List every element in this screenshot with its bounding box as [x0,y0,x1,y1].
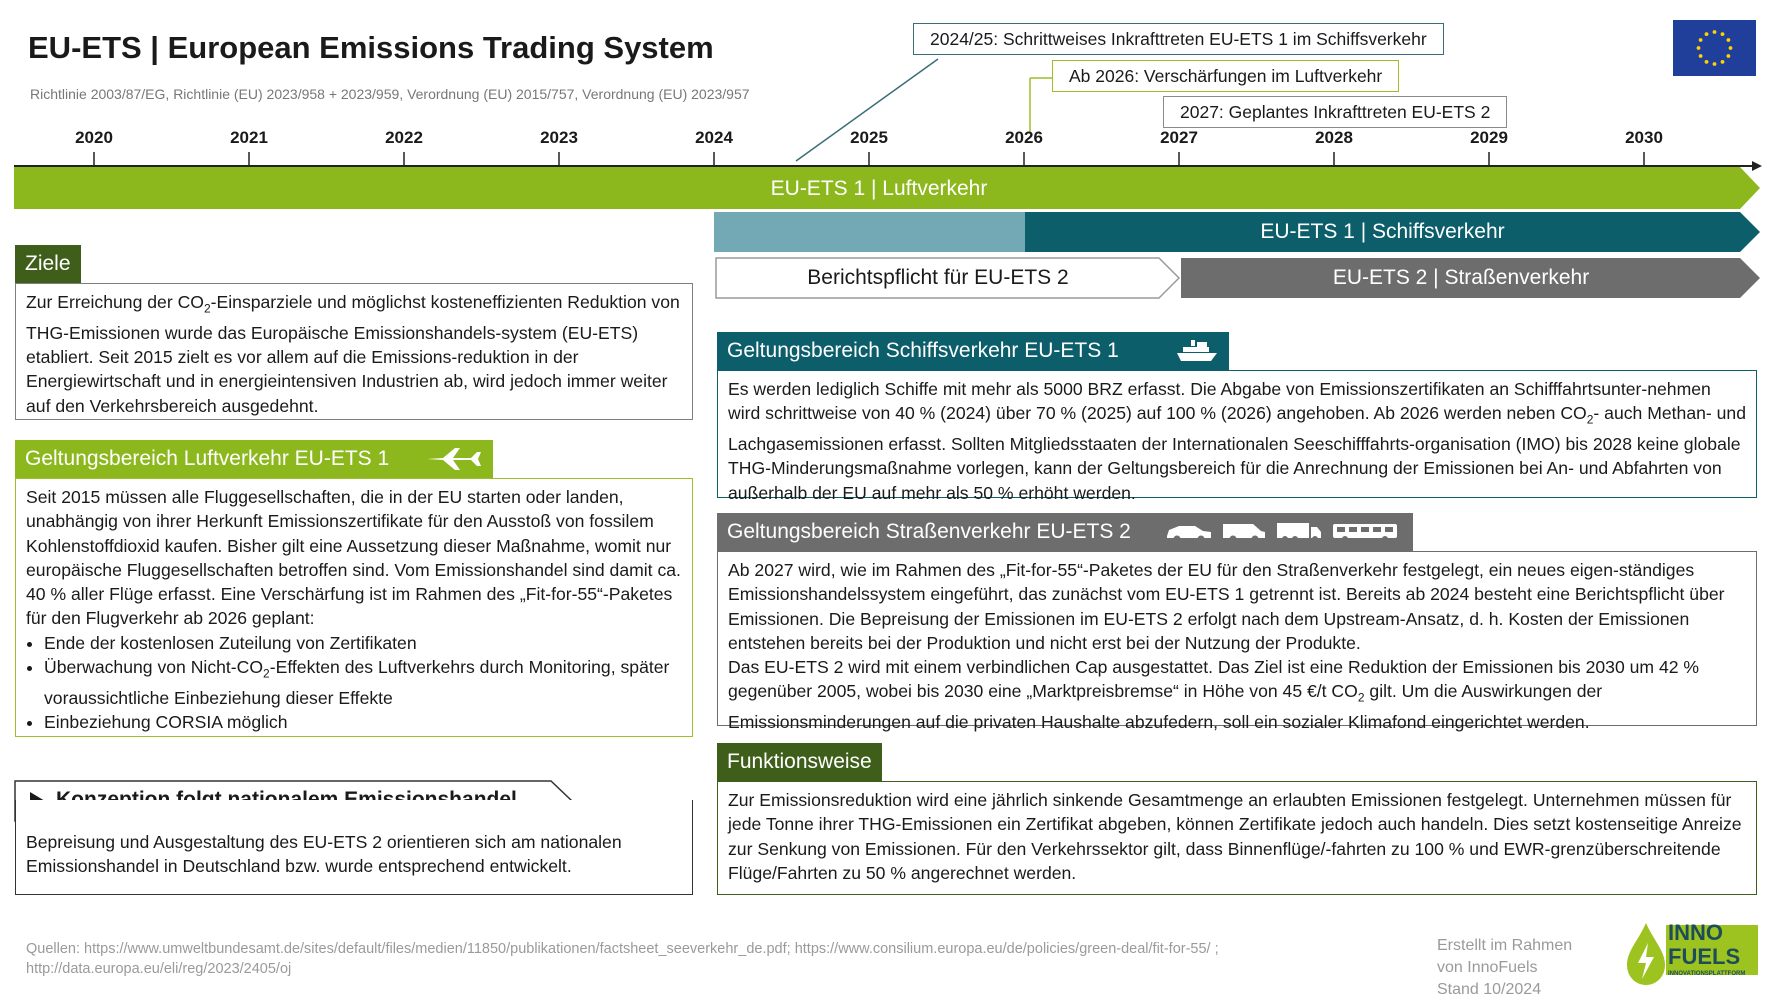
car-icon [1167,526,1211,543]
schiffsverkehr-box [717,370,1757,503]
year-label-2029: 2029 [1470,128,1508,147]
band-strassenverkehr-label: EU-ETS 2 | Straßenverkehr [1332,266,1590,289]
funktionsweise-box [717,781,1757,895]
van-icon [1223,524,1265,543]
strassenverkehr-header [717,513,1413,551]
luftverkehr-bullet-1: • Ende der kostenlosen Zuteilung von Zertifikaten [44,631,682,655]
year-label-2021: 2021 [230,128,268,147]
strassenverkehr-text-1: Ab 2027 wird, wie im Rahmen des „Fit-for-55“-Paketes der EU für den Straßenverkehr festgelegt, ein neues eigen-ständiges Emissionshandelssystem eingeführt, das zunächst vom EU-ETS 1 getrennt ist. Bereits ab 2024 besteht eine Berichtspflicht über Emissionen. Die Bepreisung der Emissionen im EU-ETS 2 erfolgt nach dem Upstream-Ansatz, d. h. Kosten der Emissionen entstehen bereits bei der Produktion und nicht erst bei der Nutzung der Produkte. [728,560,1725,653]
year-label-2027: 2027 [1160,128,1198,147]
logo-text-fuels: FUELS [1668,944,1741,969]
year-label-2020: 2020 [75,128,113,147]
ziele-text: Zur Erreichung der $CO_2$-Einsparziele und möglichst kosteneffizienten Reduktion von THG-Emissionen wurde das Europäische Emissionshandels-system (EU-ETS) etabliert. Seit 2015 zielt es vor allem auf die Emissions-reduktion in der Energiewirtschaft und in energieintensiven Industrien ab, wird jedoch immer weiter auf den Verkehrsbereich ausgedehnt. [26,292,680,416]
airplane-icon [425,446,485,472]
truck-icon [1277,523,1321,542]
luftverkehr-box [15,478,693,737]
luftverkehr-text: Seit 2015 müssen alle Fluggesellschaften, die in der EU starten oder landen, unabhängig von ihrer Herkunft Emissionszertifikate für den Ausstoß von fossilem Kohlenstoffdioxid kaufen. Bisher gilt eine Aussetzung dieser Maßnahme, womit nur europäische Fluggesellschaften betroffen sind. Vom Emissionshandel sind damit ca. 40 % aller Flüge erfasst. Eine Verschärfung ist im Rahmen des „Fit-for-55“-Paketes für den Flugverkehr ab 2026 geplant: [26,487,681,629]
page-title: EU-ETS | European Emissions Trading System [28,30,714,65]
year-label-2025: 2025 [850,128,888,147]
luftverkehr-header [15,440,493,478]
sources-line-1: Quellen: https://www.umweltbundesamt.de/sites/default/files/medien/11850/publikationen/factsheet_seeverkehr_de.pdf; https://www.consilium.europa.eu/de/policies/green-deal/fit-for-55/ ; [26,941,1219,957]
innofuels-logo [1624,921,1759,987]
band-schiffsverkehr-label: EU-ETS 1 | Schiffsverkehr [1260,220,1505,243]
callout-2024-schiffsverkehr: 2024/25: Schrittweises Inkrafttreten EU-ETS 1 im Schiffsverkehr [913,23,1444,55]
sources-line-2: http://data.europa.eu/eli/reg/2023/2405/oj [26,961,292,977]
sources [26,939,1219,979]
schiffsverkehr-text: Es werden lediglich Schiffe mit mehr als 5000 BRZ erfasst. Die Abgabe von Emissionszertifikaten an Schifffahrtsunter-nehmen wird schrittweise von 40 % (2024) über 70 % (2025) auf 100 % (2026) angehoben. Ab 2026 werden neben $CO_2-$ auch Methan- und Lachgasemissionen erfasst. Sollten Mitgliedsstaaten der Internationalen Seeschifffahrts-organisation (IMO) bis 2028 keine globale THG-Minderungsmaßnahme vorlegen, kann der Geltungsbereich für die Anrechnung der Emissionen bei An- und Abfahrten von außerhalb der EU auf mehr als 50 % erhöht werden. [728,379,1746,503]
luftverkehr-bullet-3: • Einbeziehung CORSIA möglich [44,710,682,734]
credit-line-3: Stand 10/2024 [1437,981,1542,998]
band-berichtspflicht-label: Berichtspflicht für EU-ETS 2 [807,266,1069,289]
schiffsverkehr-header-title: Geltungsbereich Schiffsverkehr EU-ETS 1 [727,339,1119,362]
strassenverkehr-box [717,551,1757,733]
credit [1437,935,1572,1001]
ziele-header: Ziele [15,245,81,283]
legal-basis-subtitle: Richtlinie 2003/87/EG, Richtlinie (EU) 2023/958 + 2023/959, Verordnung (EU) 2015/757, Verordnung (EU) 2023/957 [30,86,750,102]
year-label-2024: 2024 [695,128,733,147]
band-luftverkehr-label: EU-ETS 1 | Luftverkehr [770,177,988,200]
schiffsverkehr-header [717,332,1229,370]
konzeption-text: Bepreisung und Ausgestaltung des EU-ETS 2 orientieren sich am nationalen Emissionshandel in Deutschland bzw. wurde entsprechend entwickelt. [26,832,622,877]
callout-2027-ets2: 2027: Geplantes Inkrafttreten EU-ETS 2 [1163,96,1507,128]
ship-icon [1175,337,1219,365]
bus-icon [1333,524,1397,542]
konzeption-box [15,800,693,895]
ziele-box [15,283,693,420]
year-label-2026: 2026 [1005,128,1043,147]
credit-line-1: Erstellt im Rahmen [1437,937,1573,954]
year-label-2028: 2028 [1315,128,1353,147]
funktionsweise-header: Funktionsweise [717,743,882,781]
fuel-drop-icon [1624,921,1668,987]
callout-2026-luftverkehr: Ab 2026: Verschärfungen im Luftverkehr [1052,60,1399,92]
logo-text-platform: INNOVATIONSPLATTFORM [1668,971,1746,977]
logo-text-inno: INNO [1668,920,1723,945]
funktionsweise-text: Zur Emissionsreduktion wird eine jährlich sinkende Gesamtmenge an erlaubten Emissionen festgelegt. Unternehmen müssen für jede Tonne ihrer THG-Emissionen ein Zertifikat abgeben, können Zertifikate jedoch auch handeln. Dies setzt kostenseitige Anreize zur Senkung von Emissionen. Für den Verkehrssektor gilt, dass Binnenflüge/-fahrten zu 100 % und EWR-grenzüberschreitende Flüge/Fahrten zu 50 % angerechnet werden. [728,790,1742,883]
luftverkehr-header-title: Geltungsbereich Luftverkehr EU-ETS 1 [25,447,390,470]
year-label-2022: 2022 [385,128,423,147]
band-schiffsverkehr-phase-in [714,212,1025,252]
credit-line-2: von InnoFuels [1437,959,1538,976]
luftverkehr-bullet-2: • Überwachung von Nicht-$CO_2$-Effekten des Luftverkehrs durch Monitoring, später voraussichtliche Einbeziehung dieser Effekte [44,655,682,710]
year-label-2023: 2023 [540,128,578,147]
strassenverkehr-header-title: Geltungsbereich Straßenverkehr EU-ETS 2 [727,520,1131,543]
road-vehicles-icons [1165,520,1405,544]
year-label-2030: 2030 [1625,128,1663,147]
strassenverkehr-text-2: Das EU-ETS 2 wird mit einem verbindlichen Cap ausgestattet. Das Ziel ist eine Reduktion der Emissionen bis 2030 um 42 % gegenüber 2005, wobei bis 2030 eine „Marktpreisbremse“ in Höhe von 45 €/t $CO_2$ gilt. Um die Auswirkungen der Emissionsminderungen auf die privaten Haushalte abzufedern, soll ein sozialer Klimafond eingerichtet werden. [728,657,1700,733]
